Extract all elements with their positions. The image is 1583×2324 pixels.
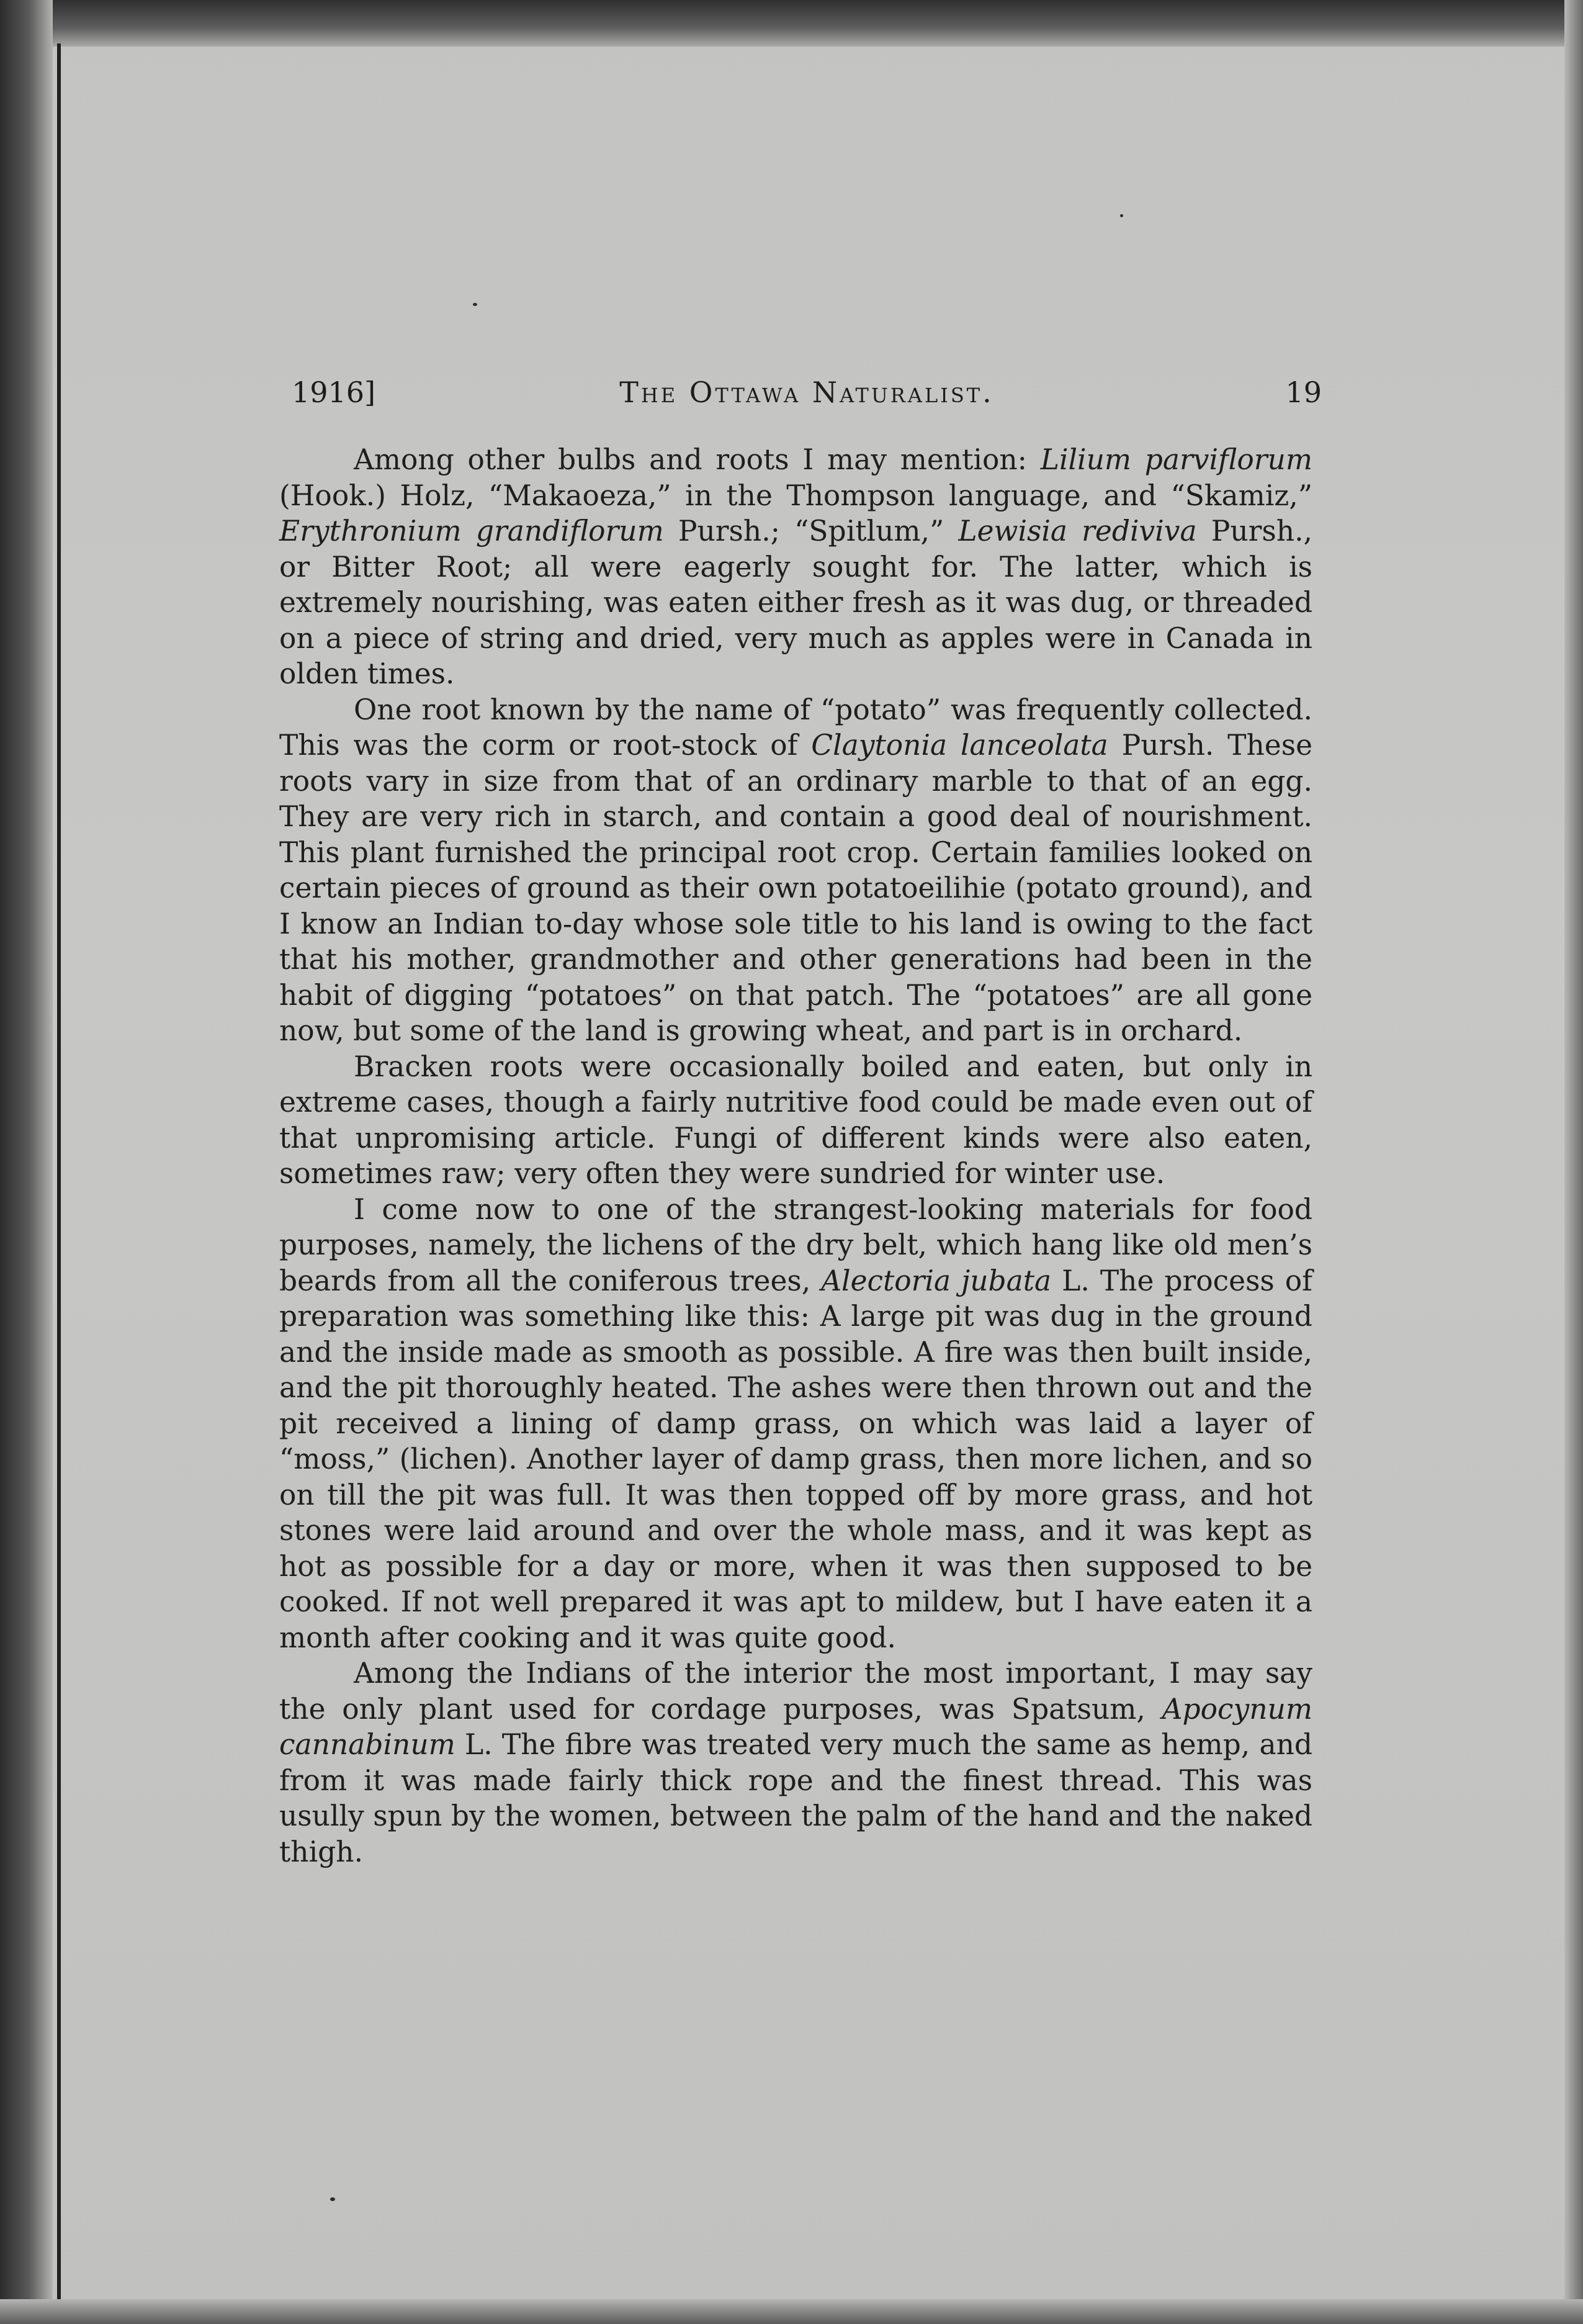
page-number: 19 [1285, 376, 1322, 409]
binding-gutter-line [57, 43, 61, 2315]
text-run: Pursh. These roots vary in size from that of an ordinary marble to that of an egg. They are very rich in starch, and contain a good deal of nourishment. This plant furnished the principal root crop. Certain families looked on certain pieces of ground as their own potatoeilihie (potato ground), and I know an Indian to-day whose sole title to his land is owing to the fact that his mother, grandmother and other generations had been in the habit of digging “potatoes” on that patch. The “potatoes” are all gone now, but some of the land is growing wheat, and part is in orchard. [279, 729, 1312, 1047]
text-run: L. The process of preparation was something like this: A large pit was dug in the ground and the inside made as smooth as possible. A fire was then built inside, and the pit thoroughly heated. The ashes were then thrown out and the pit received a lining of damp grass, on which was laid a layer of “moss,” (lichen). Another layer of damp grass, then more lichen, and so on till the pit was full. It was then topped off by more grass, and hot stones were laid around and over the whole mass, and it was kept as hot as possible for a day or more, when it was then supposed to be cooked. If not well prepared it was apt to mildew, but I have eaten it a month after cooking and it was quite good. [279, 1264, 1312, 1654]
paragraph [279, 1192, 1312, 1656]
running-header [292, 376, 1322, 419]
scan-right-edge [1564, 0, 1583, 2324]
text-run: Pursh., or Bitter Root; all were eagerly sought for. The latter, which is extremely nourishing, was eaten either fresh as it was dug, or threaded on a piece of string and dried, very much as apples were in Canada in olden times. [279, 515, 1312, 690]
scan-bottom-edge [0, 2299, 1583, 2324]
species-name: Alectoria jubata [821, 1264, 1052, 1297]
paragraph [279, 1655, 1312, 1870]
header-year: 1916] [292, 376, 376, 409]
text-run: (Hook.) Holz, “Makaoeza,” in the Thompson language, and “Skamiz,” [279, 479, 1312, 512]
text-run: L. The fibre was treated very much the same as hemp, and from it was made fairly thick rope and the finest thread. This was usully spun by the women, between the palm of the hand and the naked thigh. [279, 1728, 1312, 1868]
text-run: Bracken roots were occasionally boiled and eaten, but only in extreme cases, though a fairly nutritive food could be made even out of that unpromising article. Fungi of different kinds were also eaten, sometimes raw; very often they were sundried for winter use. [279, 1050, 1312, 1190]
text-run: I come now to one of the strangest-looking materials for food purposes, namely, the lichens of the dry belt, which hang like old men’s beards from all the coniferous trees, [279, 1192, 1312, 1297]
ink-speck [1120, 214, 1123, 217]
journal-title: The Ottawa Naturalist. [619, 376, 994, 409]
species-name: Lilium parviflorum [1040, 443, 1312, 476]
ink-speck [330, 2197, 335, 2201]
text-run: Pursh.; “Spitlum,” [663, 515, 959, 547]
text-run: Among the Indians of the interior the most important, I may say the only plant used for cordage purposes, was Spatsum, [279, 1657, 1312, 1726]
paragraph [279, 1049, 1312, 1192]
paragraph [279, 442, 1312, 692]
species-name: Lewisia rediviva [958, 515, 1197, 547]
text-run: Among other bulbs and roots I may mention: [354, 443, 1041, 476]
text-run: One root known by the name of “potato” was frequently collected. This was the corm or root-stock of [279, 693, 1312, 762]
species-name: Erythronium grandiflorum [279, 515, 664, 547]
species-name: Apocynum cannabinum [279, 1692, 1312, 1761]
scan-left-edge [0, 0, 53, 2324]
article-body [279, 442, 1312, 1870]
species-name: Claytonia lanceolata [811, 729, 1108, 762]
ink-speck [473, 303, 477, 306]
paragraph [279, 692, 1312, 1049]
scan-top-edge [0, 0, 1583, 47]
